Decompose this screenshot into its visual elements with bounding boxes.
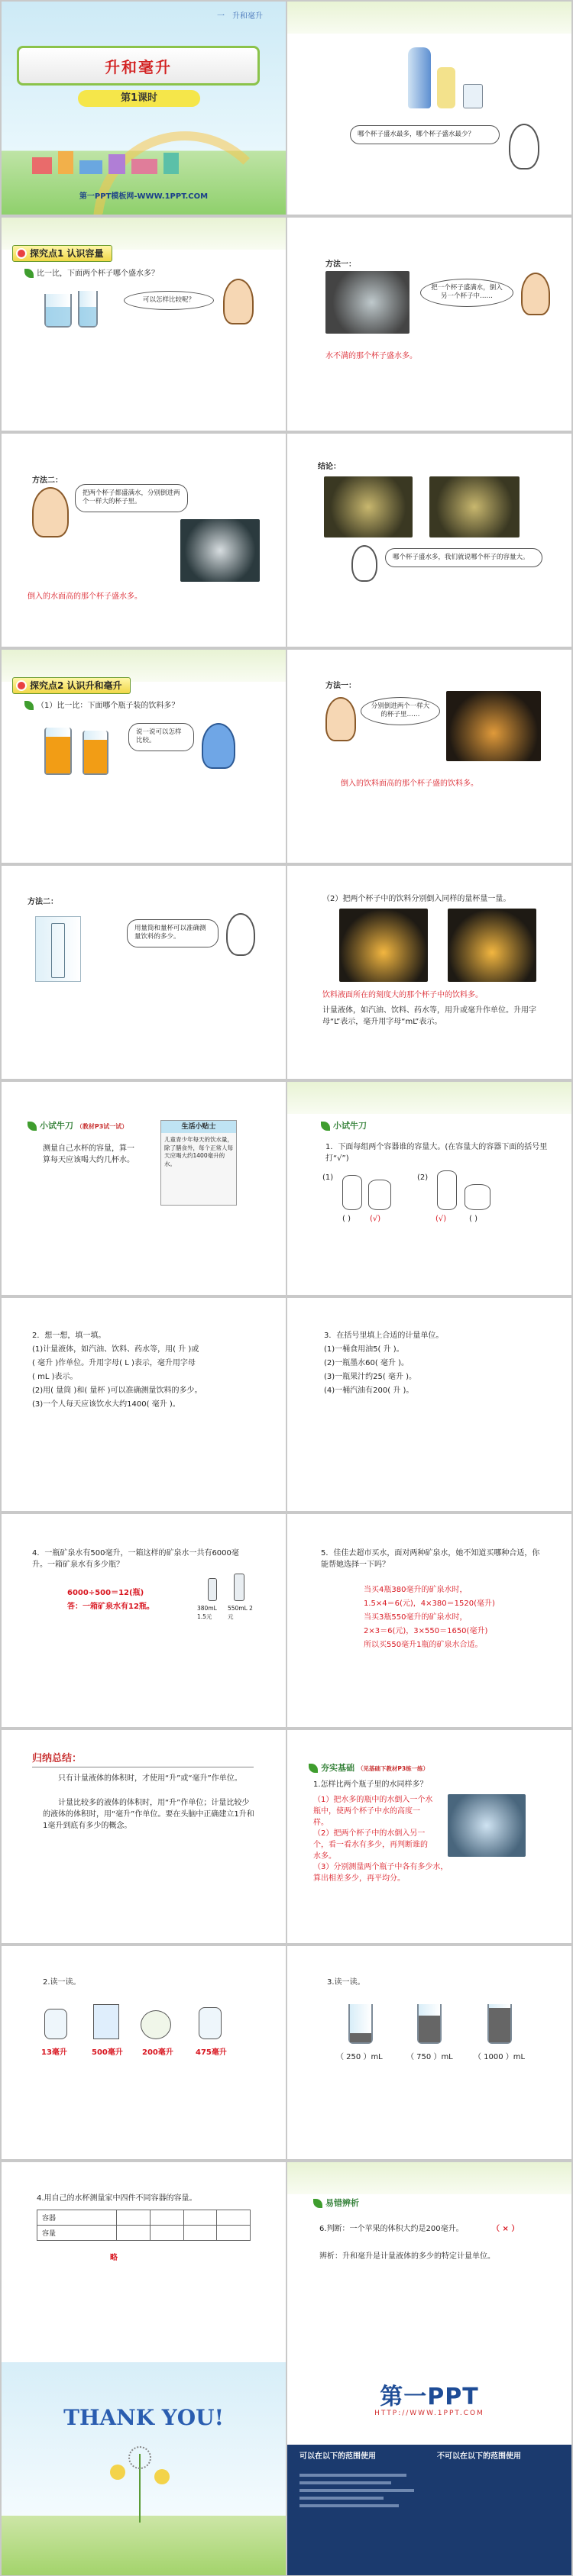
section-tag: 探究点2 认识升和毫升 <box>12 677 131 694</box>
header-band <box>287 2162 571 2194</box>
method-label: 方法二： <box>28 898 58 906</box>
rabbit-illustration <box>351 545 377 582</box>
beaker-2 <box>417 2004 442 2044</box>
reading-1: （ 250 ）mL <box>336 2053 383 2061</box>
summary-title: 归纳总结： <box>32 1753 83 1764</box>
question-text: 比一比，下面两个杯子哪个盛水多？ <box>24 268 159 279</box>
exercise-title: 3．在括号里填上合适的计量单位。 <box>324 1332 444 1340</box>
speech-bubble: 哪个杯子盛水最多，哪个杯子盛水最少？ <box>350 125 500 144</box>
disallowed-heading: 不可以在以下的范围使用 <box>437 2452 521 2461</box>
measuring-cylinder <box>35 916 81 982</box>
leaf-icon <box>28 1122 37 1131</box>
reading-4: 475毫升 <box>196 2048 227 2057</box>
slide-try-it-2[interactable] <box>287 1082 571 1295</box>
answer-line-5: 所以买550毫升1瓶的矿泉水合适。 <box>364 1641 483 1649</box>
item-icon-4 <box>199 2007 222 2039</box>
rabbit-illustration <box>509 124 539 169</box>
slide-conclusion[interactable] <box>287 434 571 647</box>
item-icon-2 <box>93 2004 119 2039</box>
slide-read-1[interactable] <box>2 1946 286 2159</box>
exercise-title: 4.用自己的水杯测量家中四件不同容器的容量。 <box>37 2194 197 2203</box>
tip-box-text: 儿童青少年每天的饮水量，除了膳食外，每个正常人每天应喝大约1400毫升的水。 <box>164 1136 233 1167</box>
line-1: (1)一桶食用油5( 升 )。 <box>324 1345 404 1354</box>
cup-right-photo <box>448 909 536 982</box>
task-text: 测量自己水杯的容量，算一算每天应该喝大约几杯水。 <box>43 1144 134 1164</box>
answer-3: （3）分别测量两个瓶子中各有多少水，算出相差多少，再平均分。 <box>313 1863 448 1883</box>
kid-illustration <box>223 279 254 324</box>
slide-method-1[interactable] <box>287 218 571 431</box>
bottle-small <box>208 1578 217 1601</box>
container-1b <box>368 1180 391 1210</box>
slide-brand[interactable] <box>287 2362 571 2575</box>
slide-measure-table[interactable] <box>2 2162 286 2375</box>
kid-illustration <box>325 697 356 741</box>
line-2: (2)一瓶墨水60( 毫升 )。 <box>324 1359 410 1367</box>
photo-right <box>429 476 520 537</box>
slide-method-2[interactable] <box>2 434 286 647</box>
dandelion-illustration <box>101 2446 185 2530</box>
mouse-illustration <box>202 723 235 769</box>
reading-2: 500毫升 <box>92 2048 123 2057</box>
answer-text: 答：一箱矿泉水有12瓶。 <box>67 1603 154 1611</box>
answer-calc: 6000÷500＝12(瓶) <box>67 1589 144 1597</box>
speech-bubble: 用量筒和量杯可以准确测量饮料的多少。 <box>127 919 219 947</box>
leaf-icon <box>321 1122 330 1131</box>
group-1-label: (1) <box>322 1173 334 1182</box>
slide-explore-2[interactable] <box>2 650 286 863</box>
answer-text: 略 <box>110 2254 118 2262</box>
line-4: (2)用( 量筒 )和( 量杯 )可以准确测量饮料的多少。 <box>32 1386 202 1395</box>
allowed-heading: 可以在以下的范围使用 <box>299 2452 376 2461</box>
slide-foundation[interactable] <box>287 1730 571 1943</box>
slide-thank-you[interactable] <box>2 2362 286 2575</box>
page-title: 升和毫升 <box>105 58 172 76</box>
item-icon-1 <box>44 2009 67 2039</box>
boy-illustration <box>32 487 69 537</box>
speech-bubble: 说一说可以怎样比较。 <box>128 723 194 751</box>
slide-juice-method-2[interactable] <box>2 866 286 1079</box>
question-text: 5．佳佳去超市买水，面对两种矿泉水，她不知道买哪种合适，你能帮她选择一下吗？ <box>321 1549 540 1569</box>
slide-water-bottles[interactable] <box>2 1514 286 1727</box>
header-band <box>287 2 571 34</box>
glass-right <box>78 291 98 328</box>
question-text: （1）比一比：下面哪个瓶子装的饮料多？ <box>24 700 179 712</box>
exercise-title: 3.读一读。 <box>327 1978 365 1987</box>
speech-bubble: 分别倒进两个一样大的杯子里…… <box>361 697 440 725</box>
rabbit-illustration <box>226 913 255 956</box>
result-text: 饮料液面所在的刻度大的那个杯子中的饮料多。 <box>322 991 483 999</box>
line-3: (3)一瓶果汁约25( 毫升 )。 <box>324 1373 417 1381</box>
question-text: 1．下面每组两个容器谁的容量大。(在容量大的容器下面的括号里打“√”) <box>325 1143 548 1163</box>
mark-2a: (√) <box>435 1215 447 1223</box>
line-4: (4)一桶汽油有200( 升 )。 <box>324 1386 414 1395</box>
group-2-label: (2) <box>417 1173 429 1182</box>
speech-bubble: 可以怎样比较呢？ <box>124 291 214 310</box>
pouring-juice-photo <box>446 691 541 761</box>
juice-bottles-photo <box>37 723 116 778</box>
thermos-illustration <box>408 47 431 108</box>
container-1a <box>342 1175 362 1210</box>
reading-3: 200毫升 <box>142 2048 173 2057</box>
question-text: 4．一瓶矿泉水有500毫升，一箱这样的矿泉水一共有6000毫升。一箱矿泉水有多少瓶？ <box>32 1549 239 1569</box>
answer-1: （1）把水多的瓶中的水倒入一个水瓶中，使两个杯子中水的高度一样。 <box>313 1796 433 1827</box>
line-3: ( mL )表示。 <box>32 1373 78 1381</box>
section-title: 夯实基础 （见基础下教材P3练一练） <box>309 1762 429 1775</box>
mark-1a: ( ) <box>342 1215 351 1223</box>
judge-question: 6.判断：一个苹果的体积大约是200毫升。 <box>319 2225 464 2233</box>
line-5: (3)一个人每天应该饮水大约1400( 毫升 )。 <box>32 1400 180 1409</box>
target-icon <box>16 680 27 691</box>
row-header: 容量 <box>37 2226 117 2241</box>
section-tag: 探究点1 认识容量 <box>12 245 112 262</box>
slide-juice-method-1[interactable] <box>287 650 571 863</box>
summary-line-2: 计量比较多的液体的体积时，用“升”作单位；计量比较少的液体的体积时，用“毫升”作单位。要在头脑中正确建立1升和1毫升到底有多少的概念。 <box>43 1799 254 1830</box>
leaf-icon <box>24 269 34 278</box>
speech-bubble: 把两个杯子都盛满水，分别倒进两个一样大的杯子里。 <box>75 484 188 512</box>
unit-text: 计量液体，如汽油、饮料、药水等，用升或毫升作单位。升用字母“L”表示，毫升用字母“mL”表示。 <box>322 1006 536 1026</box>
answer-line-3: 当买3瓶550毫升的矿泉水时， <box>364 1613 468 1622</box>
slide-error-analysis[interactable] <box>287 2162 571 2375</box>
container-2a <box>437 1170 457 1210</box>
method-label: 方法二： <box>32 476 63 485</box>
question-text: 1.怎样比两个瓶子里的水同样多？ <box>313 1780 428 1789</box>
speech-bubble: 哪个杯子盛水多，我们就说哪个杯子的容量大。 <box>385 548 542 567</box>
container-2b <box>465 1184 490 1210</box>
mark-2b: ( ) <box>469 1215 478 1223</box>
mark-1b: (√) <box>370 1215 381 1223</box>
tip-box-title: 生活小贴士 <box>161 1121 236 1133</box>
brand-url[interactable]: HTTP://WWW.1PPT.COM <box>374 2410 484 2417</box>
brand-logo: 第一PPT <box>380 2384 479 2410</box>
slide-choose-water[interactable] <box>287 1514 571 1727</box>
section-title: 易错辨析 <box>313 2197 359 2210</box>
slide-measure[interactable] <box>287 866 571 1079</box>
slide-cover[interactable] <box>2 2 286 215</box>
thank-you-text: THANK YOU! <box>63 2405 224 2430</box>
reading-3: （ 1000 ）mL <box>474 2053 526 2061</box>
slide-try-it[interactable] <box>2 1082 286 1295</box>
answer-line-1: 当买4瓶380毫升的矿泉水时， <box>364 1586 468 1594</box>
bottle-small-label: 380mL 1.5元 <box>197 1605 217 1621</box>
section-title: 小试牛刀 （教材P3试一试） <box>28 1120 128 1133</box>
method-label: 方法一： <box>325 682 356 690</box>
target-icon <box>16 248 27 259</box>
photo-left <box>324 476 413 537</box>
kid-illustration <box>521 273 550 315</box>
exercise-title: 2.读一读。 <box>43 1978 81 1987</box>
conclusion-label: 结论： <box>318 463 341 471</box>
answer-2: （2）把两个杯子中的水倒入另一个，看一看水有多少，再判断谁的水多。 <box>313 1829 428 1861</box>
slide-read-2[interactable] <box>287 1946 571 2159</box>
measure-table <box>37 2210 251 2241</box>
leaf-icon <box>24 701 34 710</box>
speech-bubble: 把一个杯子盛满水，倒入另一个杯子中…… <box>420 279 513 307</box>
leaf-icon <box>313 2199 322 2208</box>
analysis-text: 辨析：升和毫升是计量液体的多少的特定计量单位。 <box>319 2252 495 2261</box>
glass-left <box>44 294 72 328</box>
bottle-large <box>234 1574 244 1601</box>
exercise-title: 2．想一想，填一填。 <box>32 1332 106 1340</box>
two-glasses-photo <box>180 519 260 582</box>
row-header: 容器 <box>37 2210 117 2226</box>
step-title: （2）把两个杯子中的饮料分别倒入同样的量杯量一量。 <box>322 895 511 903</box>
tip-box <box>160 1120 237 1206</box>
info-lines <box>299 2469 559 2561</box>
section-title: 小试牛刀 <box>321 1120 367 1133</box>
slide-units[interactable] <box>287 1298 571 1511</box>
mug-illustration <box>463 84 483 108</box>
result-text: 倒入的水面高的那个杯子盛水多。 <box>28 592 142 601</box>
bottles-photo <box>448 1794 526 1857</box>
summary-line-1: 只有计量液体的体积时，才使用“升”或“毫升”作单位。 <box>58 1774 242 1783</box>
town-illustration <box>24 151 254 174</box>
line-1: (1)计量液体，如汽油、饮料、药水等，用( 升 )或 <box>32 1345 199 1354</box>
cup-left-photo <box>339 909 428 982</box>
slide-explore-1[interactable] <box>2 218 286 431</box>
slide-summary[interactable] <box>2 1730 286 1943</box>
reading-1: 13毫升 <box>41 2048 67 2057</box>
line-2: ( 毫升 )作单位。升用字母( L )表示，毫升用字母 <box>32 1359 196 1367</box>
result-text: 倒入的饮料面高的那个杯子盛的饮料多。 <box>341 780 478 788</box>
beaker-1 <box>348 2004 373 2044</box>
jar-illustration <box>437 67 455 108</box>
reading-2: （ 750 ）mL <box>406 2053 453 2061</box>
cover-site: 第一PPT模板网-WWW.1PPT.COM <box>79 192 209 201</box>
slide-fill-blanks[interactable] <box>2 1298 286 1511</box>
header-band <box>287 1082 571 1114</box>
answer-line-2: 1.5×4＝6(元)，4×380＝1520(毫升) <box>364 1600 495 1608</box>
cover-subtitle: 第1课时 <box>78 90 200 107</box>
judge-mark: （ × ） <box>492 2225 520 2233</box>
cover-tab: 一 升和毫升 <box>217 12 263 21</box>
result-text: 水不满的那个杯子盛水多。 <box>325 352 417 360</box>
slide-compare-cups[interactable] <box>287 2 571 215</box>
method-label: 方法一： <box>325 260 356 269</box>
leaf-icon <box>309 1764 318 1773</box>
item-icon-3 <box>141 2010 171 2039</box>
answer-line-4: 2×3＝6(元)，3×550＝1650(毫升) <box>364 1627 488 1635</box>
beaker-3 <box>487 2004 512 2044</box>
pouring-photo <box>325 271 410 334</box>
bottle-large-label: 550mL 2元 <box>228 1605 253 1621</box>
